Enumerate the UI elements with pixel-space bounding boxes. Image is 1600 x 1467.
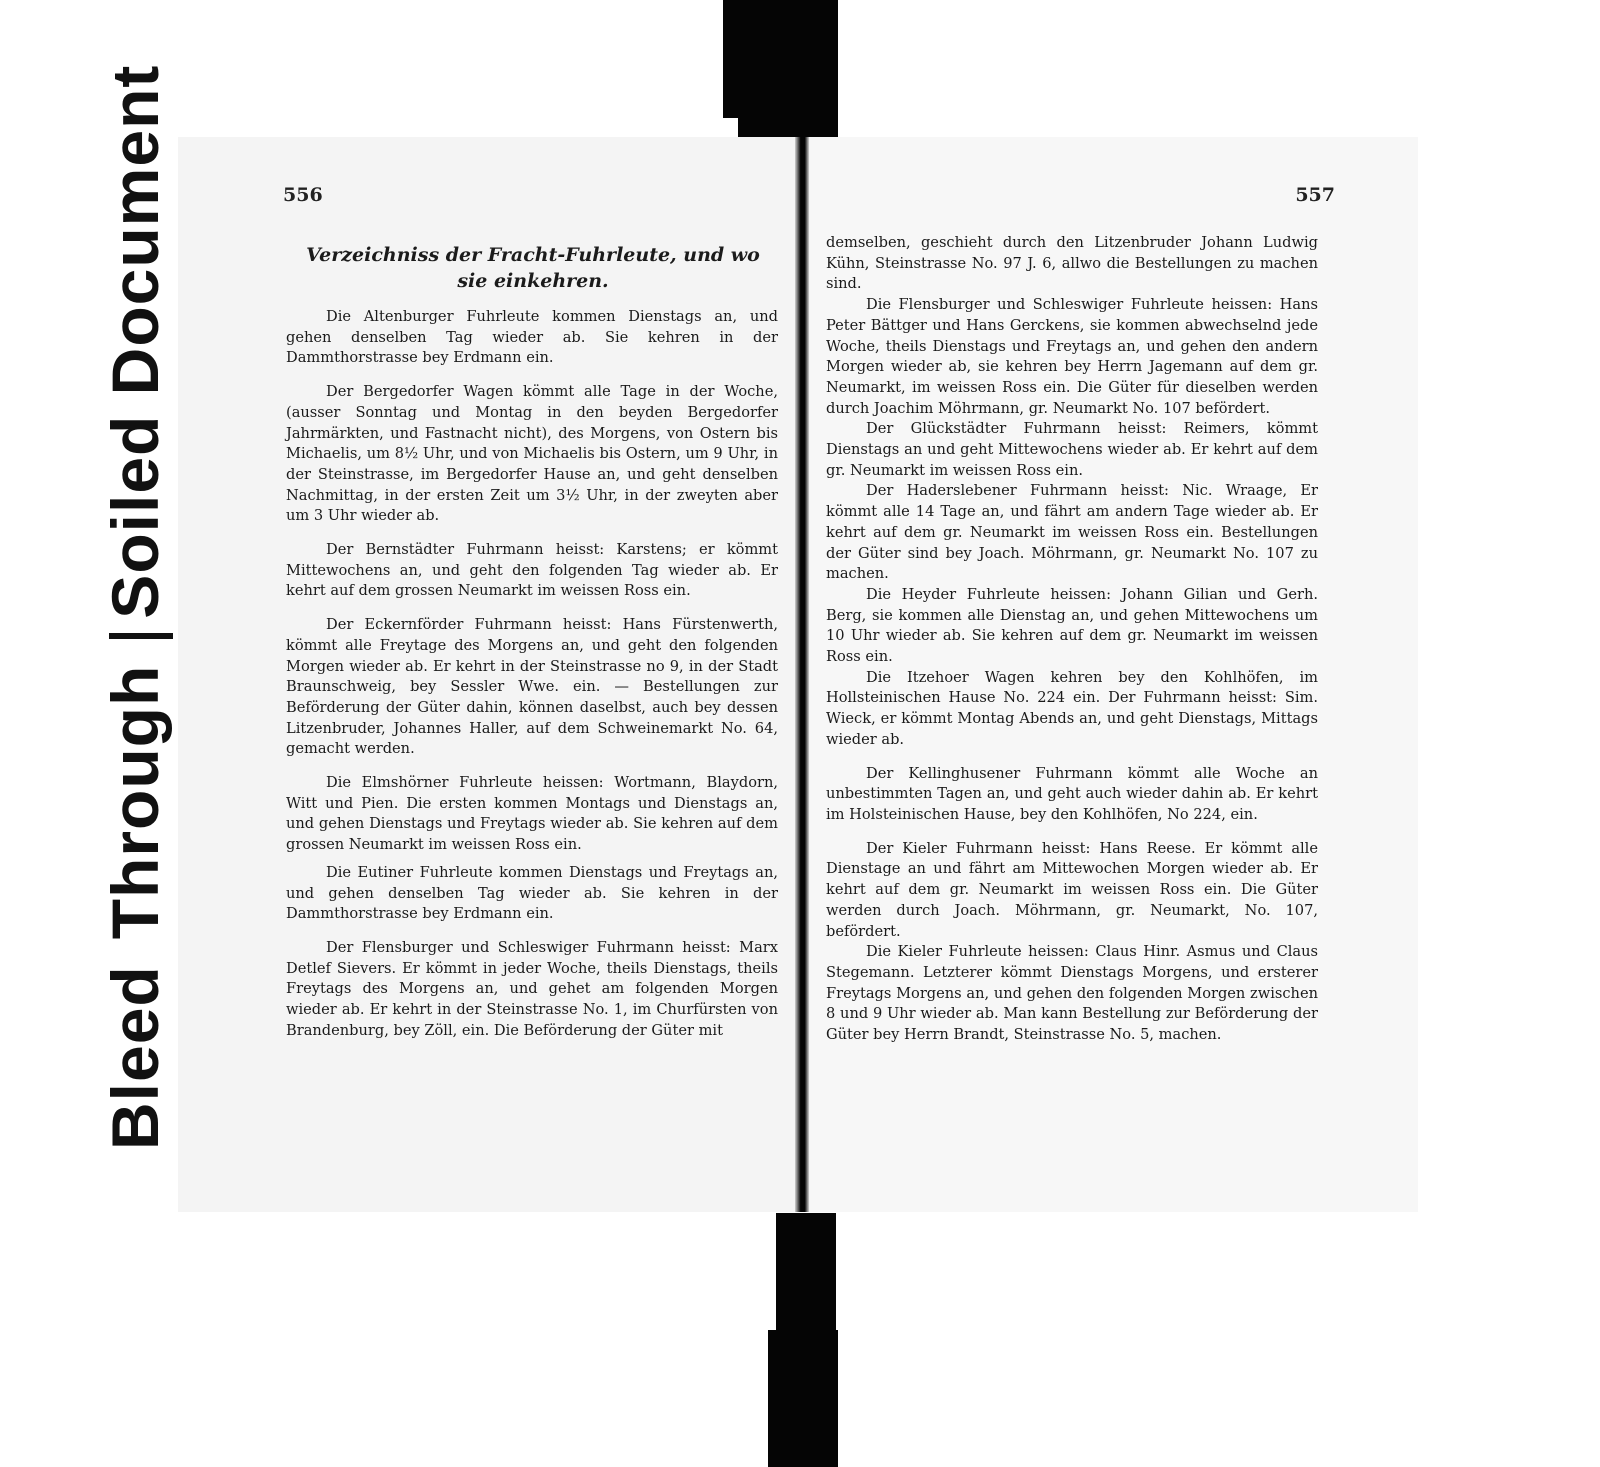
label-word-soiled-document: Soiled Document xyxy=(98,64,172,619)
paragraph: Die Flensburger und Schleswiger Fuhrleute heissen: Hans Peter Bättger und Hans Gerckens, sie kommen abwechselnd jede Woche, theils Dienstags und Freytags an, und gehen den andern Morgen wieder ab, sie kehren bey Herrn Jagemann auf dem gr. Neumarkt, im weissen Ross ein. Die Güter für dieselben werden durch Joachim Möhrmann, gr. Neumarkt No. 107 befördert. xyxy=(826,296,1318,417)
page-number-right: 557 xyxy=(1295,184,1335,206)
page-number-left: 556 xyxy=(283,184,323,206)
paragraph: Die Elmshörner Fuhrleute heissen: Wortmann, Blaydorn, Witt und Pien. Die ersten kommen Montags und Dienstags an, und gehen Dienstags und Freytags wieder ab. Sie kehren auf dem grossen Neumarkt im weissen Ross ein. xyxy=(286,774,778,854)
film-holder-top xyxy=(738,0,838,150)
film-holder-top-shoulder xyxy=(723,0,739,118)
paragraph: Der Haderslebener Fuhrmann heisst: Nic. Wraage, Er kömmt alle 14 Tage an, und fährt am andern Tage wieder ab. Er kehrt auf dem gr. Neumarkt im weissen Ross ein. Bestellungen der Güter sind bey Joach. Möhrmann, gr. Neumarkt No. 107 zu machen. xyxy=(826,482,1318,583)
film-holder-bottom-foot xyxy=(768,1330,838,1467)
page-heading xyxy=(288,242,778,294)
paragraph: Der Bernstädter Fuhrmann heisst: Karstens; er kömmt Mittewochens an, und geht den folgenden Tag wieder ab. Er kehrt auf dem grossen Neumarkt im weissen Ross ein. xyxy=(286,541,778,600)
paragraph: demselben, geschieht durch den Litzenbruder Johann Ludwig Kühn, Steinstrasse No. 97 J. 6, allwo die Bestellungen zu machen sind. xyxy=(826,234,1318,293)
paragraph: Der Glückstädter Fuhrmann heisst: Reimers, kömmt Dienstags an und geht Mittewochens wieder ab. Er kehrt auf dem gr. Neumarkt im weissen Ross ein. xyxy=(826,420,1318,479)
paragraph: Die Eutiner Fuhrleute kommen Dienstags und Freytags an, und gehen denselben Tag wieder ab. Sie kehren in der Dammthorstrasse bey Erdmann ein. xyxy=(286,863,778,923)
heading-line-1: Verzeichniss der Fracht-Fuhrleute, und wo xyxy=(306,244,760,266)
paragraph: Der Bergedorfer Wagen kömmt alle Tage in der Woche, (ausser Sonntag und Montag in den beyden Bergedorfer Jahrmärkten, und Fastnacht nicht), des Morgens, von Ostern bis Michaelis, um 8½ Uhr, und von Michaelis bis Ostern, um 9 Uhr, in der Steinstrasse, im Bergedorfer Hause an, und geht denselben Nachmittag, in der ersten Zeit um 3½ Uhr, in der zweyten aber um 3 Uhr wieder ab. xyxy=(286,383,778,525)
document-category-label xyxy=(80,64,190,1150)
paragraph: Die Altenburger Fuhrleute kommen Dienstags an, und gehen denselben Tag wieder ab. Sie kehren in der Dammthorstrasse bey Erdmann ein. xyxy=(286,308,778,367)
paragraph: Der Flensburger und Schleswiger Fuhrmann heisst: Marx Detlef Sievers. Er kömmt in jeder Woche, theils Dienstags, theils Freytags des Morgens an, und gehet am folgenden Morgen wieder ab. Er kehrt in der Steinstrasse No. 1, im Churfürsten von Brandenburg, bey Zöll, ein. Die Beförderung der Güter mit xyxy=(286,938,778,1039)
paragraph: Die Heyder Fuhrleute heissen: Johann Gilian und Gerh. Berg, sie kommen alle Dienstag an, und gehen Mittewochens um 10 Uhr wieder ab. Sie kehren auf dem gr. Neumarkt im weissen Ross ein. xyxy=(826,585,1318,666)
label-word-through: Through xyxy=(98,664,172,940)
label-word-bleed: Bleed xyxy=(98,965,172,1150)
heading-line-2: sie einkehren. xyxy=(457,270,609,292)
paragraph: Der Kieler Fuhrmann heisst: Hans Reese. Er kömmt alle Dienstage an und fährt am Mittewochen Morgen wieder ab. Er kehrt auf dem gr. Neumarkt im weissen Ross ein. Die Güter werden durch Joach. Möhrmann, gr. Neumarkt, No. 107, befördert. xyxy=(826,839,1318,940)
open-book xyxy=(178,137,1418,1212)
book-gutter xyxy=(795,137,809,1212)
label-separator xyxy=(109,633,173,639)
paragraph: Der Kellinghusener Fuhrmann kömmt alle Woche an unbestimmten Tagen an, und geht auch wieder dahin ab. Er kehrt im Holsteinischen Hause, bey den Kohlhöfen, No 224, ein. xyxy=(826,764,1318,823)
left-text-column xyxy=(286,307,778,1049)
right-text-column xyxy=(826,233,1318,1046)
paragraph: Der Eckernförder Fuhrmann heisst: Hans Fürstenwerth, kömmt alle Freytage des Morgens an, und geht den folgenden Morgen wieder ab. Er kehrt in der Steinstrasse no 9, in der Stadt Braunschweig, bey Sessler Wwe. ein. — Bestellungen zur Beförderung der Güter dahin, können daselbst, auch bey dessen Litzenbruder, Johannes Haller, auf dem Schweinemarkt No. 64, gemacht werden. xyxy=(286,616,778,758)
right-page xyxy=(810,137,1418,1212)
paragraph: Die Kieler Fuhrleute heissen: Claus Hinr. Asmus und Claus Stegemann. Letzterer kömmt Dienstags Morgens, und ersterer Freytags Morgens an, und gehen den folgenden Morgen zwischen 8 und 9 Uhr wieder ab. Man kann Bestellung zur Beförderung der Güter bey Herrn Brandt, Steinstrasse No. 5, machen. xyxy=(826,943,1318,1044)
left-page xyxy=(178,137,798,1212)
paragraph: Die Itzehoer Wagen kehren bey den Kohlhöfen, im Hollsteinischen Hause No. 224 ein. Der Fuhrmann heisst: Sim. Wieck, er kömmt Montag Abends an, und geht Dienstags, Mittags wieder ab. xyxy=(826,668,1318,748)
